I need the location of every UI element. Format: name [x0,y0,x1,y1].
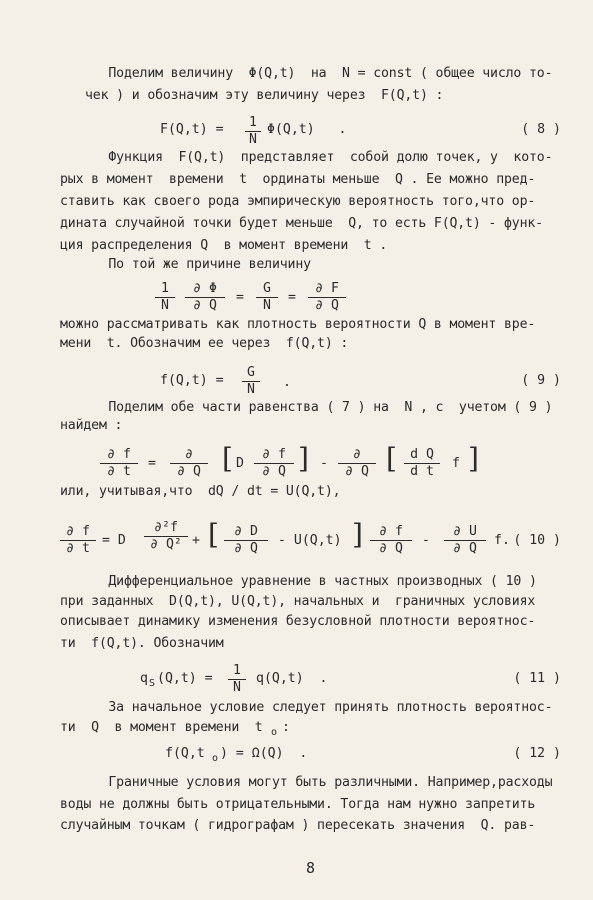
denominator: ∂ t [107,464,131,479]
bracket: [ [208,518,219,551]
text-line: рых в момент времени t ординаты меньше Q . Ее можно пред- [60,172,536,187]
numerator: ∂ f [107,447,131,462]
fraction [228,664,246,695]
fraction [338,448,376,479]
fraction [60,525,96,556]
text-line: ти f(Q,t). Обозначим [60,636,224,651]
denominator: ∂ Q [453,541,477,556]
denominator: ∂ Q [315,298,339,313]
numerator: 1 [233,663,241,678]
page-number: 8 [306,859,316,877]
subscript: o [271,727,278,738]
text-line: ставить как своего рода эмпирическую вероятность того,что ор- [60,194,536,209]
eq-lhs: f(Q,t) = [160,373,224,388]
text-line: случайным точкам ( гидрографам ) пересекать значения Q. рав- [60,818,536,833]
denominator: d t [410,464,434,479]
equals-sign: = [236,290,244,305]
text-line: воды не должны быть отрицательными. Тогда нам нужно запретить [60,797,536,812]
fraction [308,282,346,313]
denominator: ∂ Q [345,464,369,479]
numerator: ∂ [353,447,361,462]
bracket: ] [298,442,309,475]
equals-sign: = [148,456,156,471]
fraction [185,282,225,313]
fraction [404,448,440,479]
subscript: o [212,753,219,764]
numerator: ∂ f [262,447,286,462]
subscript: S [149,678,156,689]
denominator: N [247,382,255,397]
text-line: Граничные условия могут быть различными. Например,расходы [85,775,553,790]
equation-number: ( 9 ) [521,373,561,388]
numerator: G [247,365,255,380]
colon: : [282,720,290,735]
bracket: [ [386,442,397,475]
numerator: ∂ D [234,524,258,539]
numerator: 1 [161,281,169,296]
fraction [245,116,261,147]
numerator: ∂²f [154,520,178,535]
text-line: ти Q в момент времени t [60,720,263,735]
denominator: ∂ Q [177,464,201,479]
equation-number: ( 8 ) [521,122,561,137]
denominator: ∂ Q² [150,537,182,552]
numerator: ∂ Φ [193,281,217,296]
fraction [256,282,278,313]
equals-sign: = [288,290,296,305]
fraction [370,525,412,556]
eq-rhs: ) = Ω(Q) . [220,746,308,761]
equation-number: ( 11 ) [513,671,561,686]
fraction [224,525,268,556]
fraction [170,448,208,479]
fraction [254,448,294,479]
denominator: ∂ Q [262,464,286,479]
equation-number: ( 10 ) [513,533,561,548]
minus-sign: - [320,456,328,471]
numerator: 1 [249,115,257,130]
text-line: Функция F(Q,t) представляет собой долю точек, у кото- [85,150,553,165]
fraction [444,525,486,556]
denominator: N [263,298,271,313]
eq-rhs: q(Q,t) . [256,671,328,686]
fraction [100,448,138,479]
text-line: при заданных D(Q,t), U(Q,t), начальных и граничных условиях [60,594,536,609]
denominator: ∂ Q [234,541,258,556]
eq-lhs: (Q,t) = [157,671,213,686]
eq-term: f. [494,533,510,548]
text-line: дината случайной точки будет меньше Q, то есть F(Q,t) - функ- [60,216,543,231]
text-line: За начальное условие следует принять плотность вероятнос- [85,700,553,715]
period: . [283,375,291,390]
numerator: ∂ f [66,524,90,539]
numerator: ∂ [185,447,193,462]
text-line: мени t. Обозначим ее через f(Q,t) : [60,336,349,351]
eq-term: - U(Q,t) [278,533,342,548]
denominator: ∂ t [66,541,90,556]
text-line: Дифференциальное уравнение в частных производных ( 10 ) [85,574,537,589]
denominator: N [233,680,241,695]
text-line: можно рассматривать как плотность вероятности Q в момент вре- [60,317,536,332]
coefficient: D [236,456,244,471]
text-line: найдем : [60,418,123,433]
bracket: ] [468,442,479,475]
text-line: Поделим величину Φ(Q,t) на N = const ( общее число то- [85,66,553,81]
text-line: чек ) и обозначим эту величину через F(Q,t) : [85,88,444,103]
fraction [242,366,260,397]
eq-lhs: F(Q,t) = [160,122,224,137]
variable: f [452,456,460,471]
equation-number: ( 12 ) [513,746,561,761]
denominator: ∂ Q [379,541,403,556]
equals-coefficient: = D [102,533,126,548]
denominator: N [249,132,257,147]
text-line: По той же причине величину [85,257,311,272]
numerator: d Q [410,447,434,462]
fraction [144,521,188,552]
denominator: N [161,298,169,313]
text-line: ция распределения Q в момент времени t . [60,238,388,253]
eq-lhs: q [140,671,148,686]
bracket: [ [222,442,233,475]
minus-sign: - [422,533,430,548]
text-line: или, учитывая,что dQ / dt = U(Q,t), [60,484,341,499]
numerator: G [263,281,271,296]
text-line: Поделим обе части равенства ( 7 ) на N , с учетом ( 9 ) [85,400,553,415]
bracket: ] [352,518,363,551]
numerator: ∂ U [453,524,477,539]
eq-lhs: f(Q,t [165,746,205,761]
text-line: описывает динамику изменения безусловной плотности вероятнос- [60,614,536,629]
eq-rhs: Φ(Q,t) . [267,122,347,137]
numerator: ∂ F [315,281,339,296]
fraction [155,282,175,313]
plus-sign: + [192,533,200,548]
numerator: ∂ f [379,524,403,539]
denominator: ∂ Q [193,298,217,313]
